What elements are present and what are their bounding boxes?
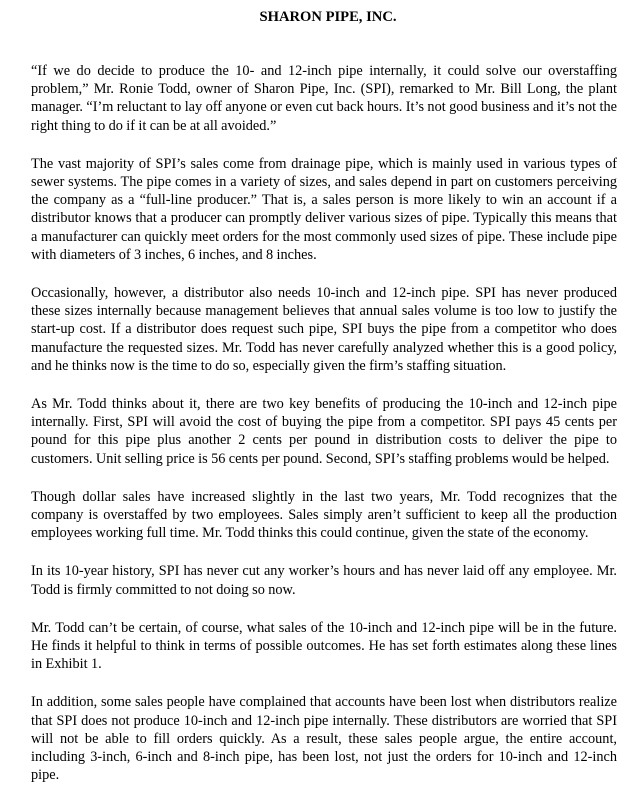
document-title: SHARON PIPE, INC.	[259, 9, 397, 25]
paragraph-key-benefits: As Mr. Todd thinks about it, there are two key benefits of producing the 10-inch and 12-inch pipe internally. First, SPI will avoid the cost of buying the pipe from a competitor. SPI pays 45 cents per pound for this pipe plus another 2 cents per pound in distribution costs to deliver the pipe to customers. Unit selling price is 56 cents per pound. Second, SPI’s staffing problems would be helped.	[31, 396, 617, 467]
paragraph-large-pipe-purchasing: Occasionally, however, a distributor also needs 10-inch and 12-inch pipe. SPI has never produced these sizes internally because management believes that annual sales volume is too low to justify the start-up cost. If a distributor does request such pipe, SPI buys the pipe from a competitor who does manufacture the requested sizes. Mr. Todd has never carefully analyzed whether this is a good policy, and he thinks now is the time to do so, especially given the firm’s staffing situation.	[31, 285, 617, 374]
paragraph-lost-accounts: In addition, some sales people have complained that accounts have been lost when distributors realize that SPI does not produce 10-inch and 12-inch pipe internally. These distributors are worried that SPI will not be able to fill orders quickly. As a result, these sales people argue, the entire account, including 3-inch, 6-inch and 8-inch pipe, has been lost, not just the orders for 10-inch and 12-inch pipe.	[31, 694, 617, 784]
paragraph-sales-uncertainty: Mr. Todd can’t be certain, of course, what sales of the 10-inch and 12-inch pipe will be in the future. He finds it helpful to think in terms of possible outcomes. He has set forth estimates along these lines in Exhibit 1.	[31, 619, 617, 673]
paragraph-no-layoffs: In its 10-year history, SPI has never cut any worker’s hours and has never laid off any employee. Mr. Todd is firmly committed to not doing so now.	[31, 563, 617, 598]
paragraph-overstaffed: Though dollar sales have increased slightly in the last two years, Mr. Todd recognizes that the company is overstaffed by two employees. Sales simply aren’t sufficient to keep all the production employees working full time. Mr. Todd thinks this could continue, given the state of the economy.	[31, 488, 617, 542]
paragraph-overstaffing-quote: “If we do decide to produce the 10- and 12-inch pipe internally, it could solve our overstaffing problem,” Mr. Ronie Todd, owner of Sharon Pipe, Inc. (SPI), remarked to Mr. Bill Long, the plant manager. “I’m reluctant to lay off anyone or even cut back hours. It’s not good business and it’s not the right thing to do if it can be at all avoided.”	[31, 63, 617, 134]
document-page	[31, 8, 617, 805]
paragraph-drainage-pipe-sales: The vast majority of SPI’s sales come from drainage pipe, which is mainly used in various types of sewer systems. The pipe comes in a variety of sizes, and sales depend in part on customers perceiving the company as a “full-line producer.” That is, a sales person is more likely to win an account if a distributor knows that a producer can promptly deliver various sizes of pipe. Typically this means that a manufacturer can quickly meet orders for the most commonly used sizes of pipe. These include pipe with diameters of 3 inches, 6 inches, and 8 inches.	[31, 155, 617, 263]
